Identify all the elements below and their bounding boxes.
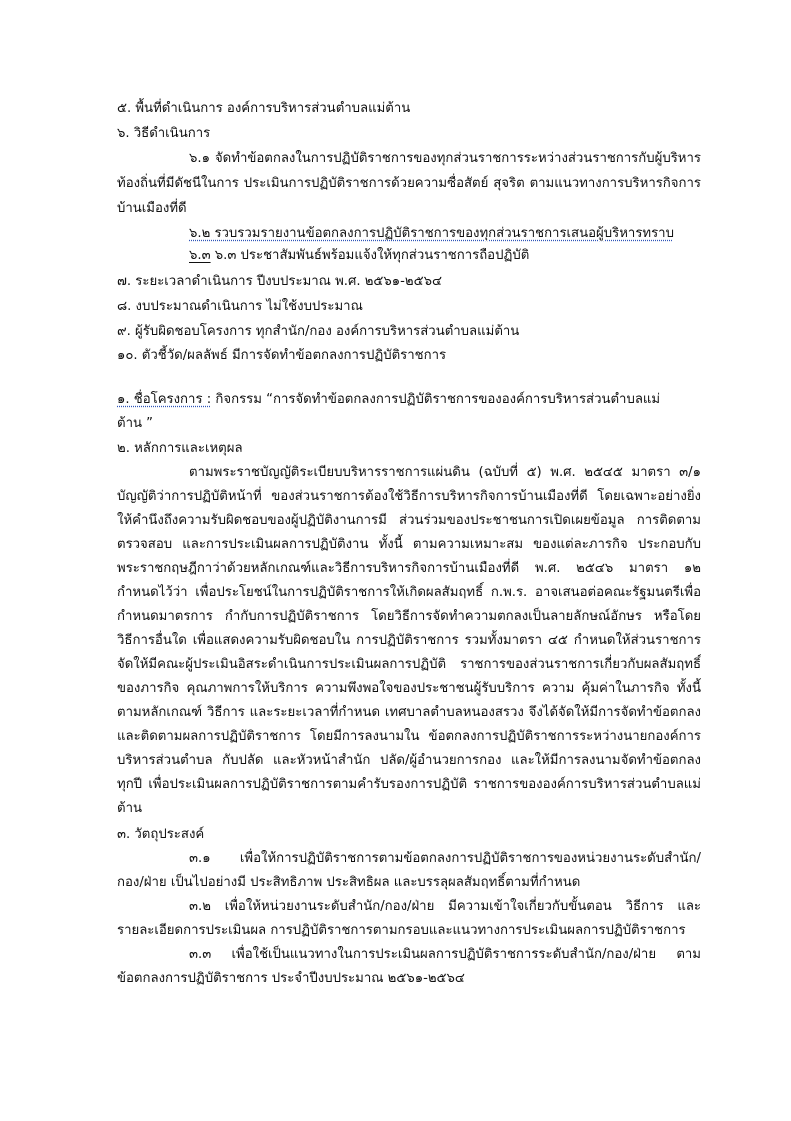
rationale-line-7: กำหนดมาตรการ กำกับการปฏิบัติราชการ โดยวิธีการจัดทำความตกลงเป็นลายลักษณ์อักษร หรือโดย <box>117 609 701 624</box>
rationale-line-6: กำหนดไว้ว่า เพื่อประโยชน์ในการปฏิบัติราชการให้เกิดผลสัมฤทธิ์ ก.พ.ร. อาจเสนอต่อคณะรัฐมนตรีเพื่อ <box>117 585 701 600</box>
rationale-line-5: พระราชกฤษฎีกาว่าด้วยหลักเกณฑ์และวิธีการบริหารกิจการบ้านเมืองที่ดี พ.ศ. ๒๕๔๖ มาตรา ๑๒ <box>117 561 701 576</box>
objective-3-3-line-1: ๓.๓ เพื่อใช้เป็นแนวทางในการประเมินผลการปฏิบัติราชการระดับสำนัก/กอง/ฝ่าย ตาม <box>189 947 701 962</box>
section-8-budget: ๘. งบประมาณดำเนินการ ไม่ใช้งบประมาณ <box>117 299 363 314</box>
project-name-line-2: ต้าน ” <box>117 416 154 431</box>
objective-3-1-line-1: ๓.๑ เพื่อให้การปฏิบัติราชการตามข้อตกลงการปฏิบัติราชการของหน่วยงานระดับสำนัก/ <box>189 851 701 866</box>
section-7-duration: ๗. ระยะเวลาดำเนินการ ปีงบประมาณ พ.ศ. ๒๕๖๑-๒๕๖๔ <box>117 274 442 289</box>
item-6-1-line-1: ๖.๑ จัดทำข้อตกลงในการปฏิบัติราชการของทุกส่วนราชการระหว่างส่วนราชการกับผู้บริหาร <box>189 151 701 166</box>
item-6-2 <box>189 222 701 246</box>
objective-3-2-line-1: ๓.๒ เพื่อให้หน่วยงานระดับสำนัก/กอง/ฝ่าย มีความเข้าใจเกี่ยวกับขั้นตอน วิธีการ และ <box>189 899 701 914</box>
rationale-line-2: บัญญัติว่าการปฏิบัติหน้าที่ ของส่วนราชการต้องใช้วิธีการบริหารกิจการบ้านเมืองที่ดี โดยเฉพาะอย่างยิ่ง <box>117 489 701 504</box>
section-2-heading: ๒. หลักการและเหตุผล <box>117 441 243 456</box>
item-6-3-number: ๖.๓ <box>189 248 211 263</box>
rationale-line-13: บริหารส่วนตำบล กับปลัด และหัวหน้าสำนัก ปลัด/ผู้อำนวยการกอง และให้มีการลงนามจัดทำข้อตกลง <box>117 753 701 768</box>
item-6-2-text: ๖.๒ รวบรวมรายงานข้อตกลงการปฏิบัติราชการของทุกส่วนราชการเสนอผู้บริหารทราบ <box>189 226 674 241</box>
section-5-area: ๕. พื้นที่ดำเนินการ องค์การบริหารส่วนตำบลแม่ต้าน <box>117 101 411 116</box>
rationale-line-11: ตามหลักเกณฑ์ วิธีการ และระยะเวลาที่กำหนด เทศบาลตำบลหนองสรวง จึงได้จัดให้มีการจัดทำข้อตกลง <box>117 705 701 720</box>
section-9-responsible: ๙. ผู้รับผิดชอบโครงการ ทุกสำนัก/กอง องค์การบริหารส่วนตำบลแม่ต้าน <box>117 324 520 339</box>
rationale-line-10: ของภารกิจ คุณภาพการให้บริการ ความพึงพอใจของประชาชนผู้รับบริการ ความ คุ้มค่าในภารกิจ ทั้งนี้ <box>117 681 701 696</box>
rationale-line-4: ตรวจสอบ และการประเมินผลการปฏิบัติงาน ทั้งนี้ ตามความเหมาะสม ของแต่ละภารกิจ ประกอบกับ <box>117 537 701 552</box>
item-6-3 <box>189 244 701 268</box>
item-6-1-line-2: ท้องถิ่นที่มีดัชนีในการ ประเมินการปฏิบัติราชการด้วยความซื่อสัตย์ สุจริต ตามแนวทางการบริหารกิจการ <box>117 176 701 191</box>
project-name-label: ๑. ชื่อโครงการ : <box>117 392 212 407</box>
objective-3-2-line-2: รายละเอียดการประเมินผล การปฏิบัติราชการตามกรอบและแนวทางการประเมินผลการปฏิบัติราชการ <box>117 923 686 938</box>
rationale-line-8: วิธีการอื่นใด เพื่อแสดงความรับผิดชอบใน การปฏิบัติราชการ รวมทั้งมาตรา ๔๕ กำหนดให้ส่วนราชการ <box>117 633 701 648</box>
rationale-line-15: ต้าน <box>117 801 142 816</box>
rationale-line-1: ตามพระราชบัญญัติระเบียบบริหารราชการแผ่นดิน (ฉบับที่ ๕) พ.ศ. ๒๕๔๕ มาตรา ๓/๑ <box>189 465 701 480</box>
project-name-line <box>117 388 701 412</box>
rationale-line-3: ให้คำนึงถึงความรับผิดชอบของผู้ปฏิบัติงานการมี ส่วนร่วมของประชาชนการเปิดเผยข้อมูล การติดตาม <box>117 513 701 528</box>
rationale-line-14: ทุกปี เพื่อประเมินผลการปฏิบัติราชการตามคำรับรองการปฏิบัติ ราชการขององค์การบริหารส่วนตำบลแม่ <box>117 777 701 792</box>
section-3-heading: ๓. วัตถุประสงค์ <box>117 827 205 842</box>
section-6-heading: ๖. วิธีดำเนินการ <box>117 126 211 141</box>
item-6-3-text: ๖.๓ ประชาสัมพันธ์พร้อมแจ้งให้ทุกส่วนราชการถือปฏิบัติ <box>214 248 530 263</box>
rationale-line-9: จัดให้มีคณะผู้ประเมินอิสระดำเนินการประเมินผลการปฏิบัติ ราชการของส่วนราชการเกี่ยวกับผลสัมฤทธิ์ <box>117 657 701 672</box>
rationale-line-12: และติดตามผลการปฏิบัติราชการ โดยมีการลงนามใน ข้อตกลงการปฏิบัติราชการระหว่างนายกองค์การ <box>117 729 701 744</box>
item-6-1-line-3: บ้านเมืองที่ดี <box>117 201 187 216</box>
objective-3-3-line-2: ข้อตกลงการปฏิบัติราชการ ประจำปีงบประมาณ ๒๕๖๑-๒๕๖๔ <box>117 971 465 986</box>
project-name-text: กิจกรรม “การจัดทำข้อตกลงการปฏิบัติราชการขององค์การบริหารส่วนตำบลแม่ <box>215 392 661 407</box>
objective-3-1-line-2: กอง/ฝ่าย เป็นไปอย่างมี ประสิทธิภาพ ประสิทธิผล และบรรลุผลสัมฤทธิ์ตามที่กำหนด <box>117 875 581 890</box>
section-10-indicator: ๑๐. ตัวชี้วัด/ผลลัพธ์ มีการจัดทำข้อตกลงการปฏิบัติราชการ <box>117 348 447 363</box>
